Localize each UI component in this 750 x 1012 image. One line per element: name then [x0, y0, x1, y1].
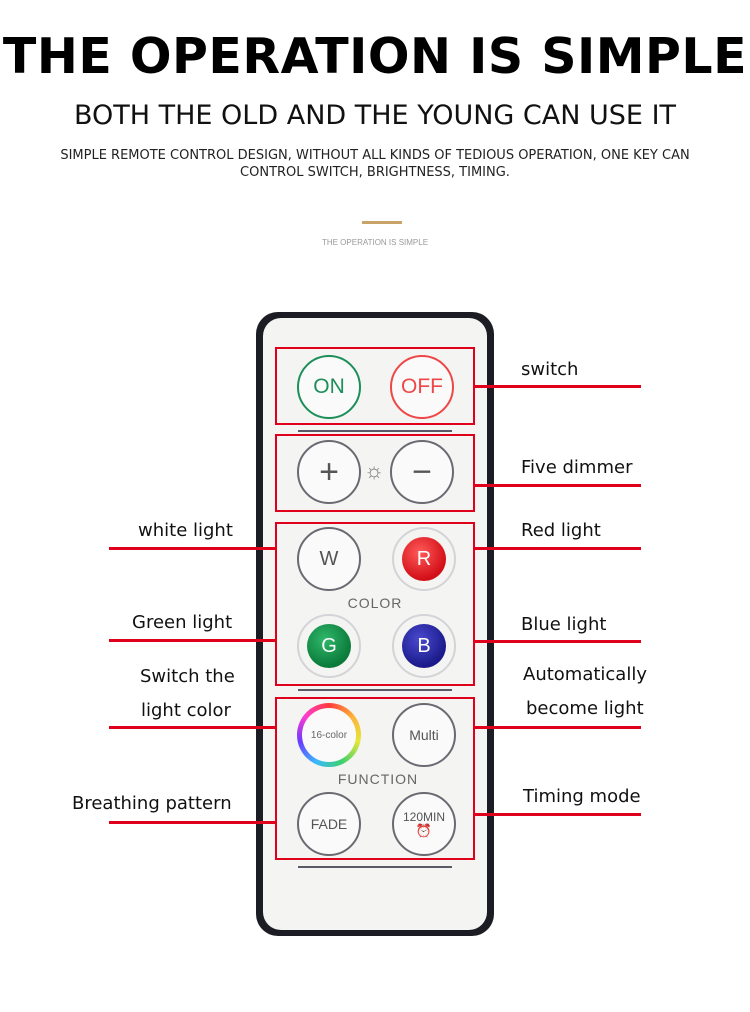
brightness-up-button[interactable]: + [297, 440, 361, 504]
blue-light-label: B [402, 624, 446, 668]
brightness-down-button[interactable]: − [390, 440, 454, 504]
label-green-light: Green light [132, 612, 233, 633]
label-light-color: light color [141, 700, 231, 721]
pointer-line [475, 547, 641, 550]
page-title: THE OPERATION IS SIMPLE [2, 28, 748, 85]
pointer-line [109, 726, 275, 729]
dimmer-highlight-box [275, 434, 475, 512]
label-five-dimmer: Five dimmer [521, 457, 633, 478]
on-button[interactable]: ON [297, 355, 361, 419]
pointer-line [475, 640, 641, 643]
page-subtitle: BOTH THE OLD AND THE YOUNG CAN USE IT [73, 100, 677, 131]
pointer-line [109, 547, 275, 550]
sun-icon: ☼ [364, 458, 385, 483]
label-switch: switch [521, 359, 579, 380]
separator-line [298, 866, 452, 868]
sixteen-color-label: 16-color [302, 708, 356, 762]
label-become-light: become light [526, 698, 644, 719]
pointer-line [475, 813, 641, 816]
switch-highlight-box [275, 347, 475, 425]
pointer-line [109, 821, 275, 824]
separator-line [298, 430, 452, 432]
label-switch-the: Switch the [140, 666, 235, 687]
separator-line [298, 689, 452, 691]
function-highlight-box [275, 697, 475, 860]
pointer-line [475, 385, 641, 388]
function-group-label: FUNCTION [337, 771, 419, 787]
page-description: SIMPLE REMOTE CONTROL DESIGN, WITHOUT ALL KINDS OF TEDIOUS OPERATION, ONE KEY CAN CONTROL SWITCH, BRIGHTNESS, TIMING. [60, 148, 690, 180]
off-button[interactable]: OFF [390, 355, 454, 419]
pointer-line [475, 484, 641, 487]
timer-label: 120MIN [402, 810, 446, 824]
label-red-light: Red light [521, 520, 601, 541]
white-light-button[interactable]: W [297, 527, 361, 591]
green-light-label: G [307, 624, 351, 668]
label-blue-light: Blue light [521, 614, 607, 635]
pointer-line [475, 726, 641, 729]
color-group-label: COLOR [347, 595, 403, 611]
fade-button[interactable]: FADE [297, 792, 361, 856]
label-breathing-pattern: Breathing pattern [72, 793, 232, 814]
label-automatically: Automatically [523, 664, 647, 685]
multi-button[interactable]: Multi [392, 703, 456, 767]
pointer-line [109, 639, 275, 642]
red-light-label: R [402, 537, 446, 581]
alarm-clock-icon: ⏰ [415, 823, 433, 838]
label-timing-mode: Timing mode [523, 786, 641, 807]
label-white-light: white light [138, 520, 233, 541]
small-caption: THE OPERATION IS SIMPLE [321, 238, 429, 247]
color-highlight-box [275, 522, 475, 686]
gold-divider [362, 221, 402, 224]
